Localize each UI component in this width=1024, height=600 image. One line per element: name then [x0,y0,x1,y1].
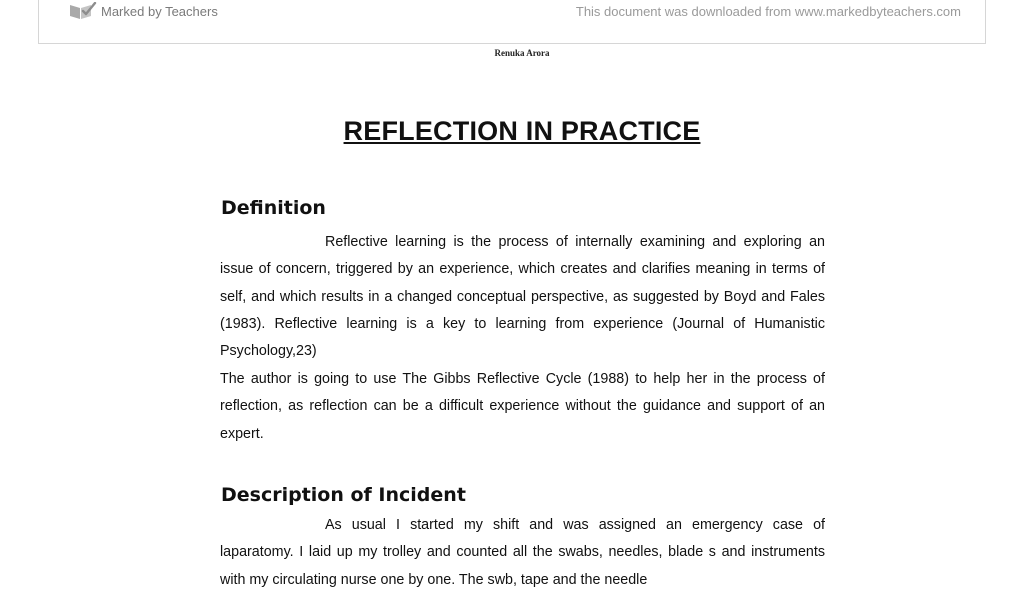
download-notice: This document was downloaded from www.markedbyteachers.com [575,4,961,19]
section-heading-definition: Definition [221,197,326,219]
incident-paragraph: As usual I started my shift and was assigned an emergency case of laparatomy. I laid up my trolley and counted all the swabs, needles, blade s and instruments with my circulating nurse one by one. The swb, tape and the needle [220,517,825,588]
brand-name: Marked by Teachers [101,3,218,19]
download-banner [38,0,986,44]
brand-logo[interactable] [69,2,218,20]
author-name: Renuka Arora [494,48,550,58]
marked-by-teachers-logo-icon [69,2,97,20]
document-title: REFLECTION IN PRACTICE [343,116,701,146]
definition-paragraph: Reflective learning is the process of internally examining and exploring an issue of concern, triggered by an experience, which creates and clarifies meaning in terms of self, and which results in a changed conceptual perspective, as suggested by Boyd and Fales (1983). Reflective learning is a key to learning from experience (Journal of Humanistic Psychology,23) [220,234,825,360]
gibbs-paragraph: The author is going to use The Gibbs Reflective Cycle (1988) to help her in the process of reflection, as reflection can be a difficult experience without the guidance and support of an expert. [220,371,825,442]
section-heading-incident: Description of Incident [221,484,466,506]
